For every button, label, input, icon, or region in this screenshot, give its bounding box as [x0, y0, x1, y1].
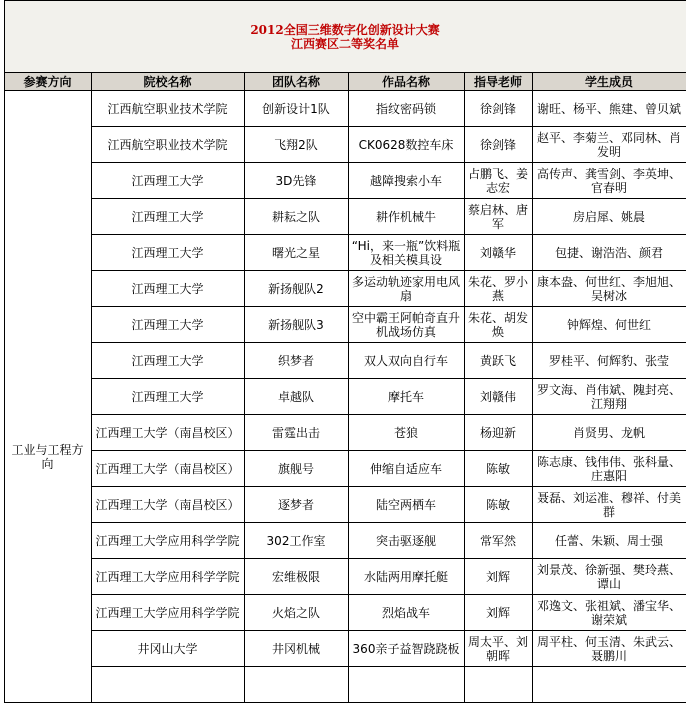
cell-work[interactable]: 360亲子益智跷跷板 — [348, 631, 464, 667]
cell-advisor[interactable]: 朱花、罗小燕 — [464, 271, 532, 307]
cell-advisor[interactable]: 刘赣华 — [464, 235, 532, 271]
cell-members[interactable]: 聂磊、刘运准、穆祥、付美群 — [532, 487, 686, 523]
cell-work[interactable]: 耕作机械牛 — [348, 199, 464, 235]
cell-members[interactable]: 邓逸文、张祖斌、潘宝华、谢荣斌 — [532, 595, 686, 631]
cell-advisor[interactable]: 刘赣伟 — [464, 379, 532, 415]
row-gutter — [0, 127, 4, 163]
cell-work[interactable]: 陆空两栖车 — [348, 487, 464, 523]
table-row — [0, 487, 686, 523]
cell-team[interactable]: 创新设计1队 — [244, 91, 348, 127]
empty-cell[interactable] — [244, 667, 348, 703]
page-title[interactable] — [4, 1, 686, 73]
cell-school[interactable]: 江西理工大学（南昌校区） — [91, 451, 244, 487]
empty-cell[interactable] — [532, 667, 686, 703]
cell-advisor[interactable]: 陈敏 — [464, 451, 532, 487]
table-row — [0, 631, 686, 667]
cell-school[interactable]: 江西理工大学 — [91, 379, 244, 415]
cell-members[interactable]: 谢旺、杨平、熊建、曾贝斌 — [532, 91, 686, 127]
cell-school[interactable]: 江西理工大学应用科学学院 — [91, 559, 244, 595]
cell-team[interactable]: 织梦者 — [244, 343, 348, 379]
row-gutter — [0, 199, 4, 235]
cell-advisor[interactable]: 朱花、胡发焕 — [464, 307, 532, 343]
table-row — [0, 559, 686, 595]
table-row — [0, 163, 686, 199]
table-row — [0, 343, 686, 379]
row-gutter — [0, 631, 4, 667]
cell-school[interactable]: 江西理工大学 — [91, 235, 244, 271]
cell-work[interactable]: 苍狼 — [348, 415, 464, 451]
row-gutter — [0, 523, 4, 559]
row-gutter — [0, 307, 4, 343]
row-gutter — [0, 667, 4, 703]
cell-team[interactable]: 卓越队 — [244, 379, 348, 415]
cell-team[interactable]: 飞翔2队 — [244, 127, 348, 163]
cell-work[interactable]: 水陆两用摩托艇 — [348, 559, 464, 595]
cell-team[interactable]: 新扬舰队3 — [244, 307, 348, 343]
cell-advisor[interactable]: 杨迎新 — [464, 415, 532, 451]
header-work[interactable]: 作品名称 — [348, 73, 464, 91]
cell-team[interactable]: 曙光之星 — [244, 235, 348, 271]
cell-team[interactable]: 302工作室 — [244, 523, 348, 559]
table-row — [0, 379, 686, 415]
cell-school[interactable]: 江西理工大学应用科学学院 — [91, 595, 244, 631]
cell-work[interactable]: 突击驱逐舰 — [348, 523, 464, 559]
row-gutter — [0, 343, 4, 379]
header-team[interactable]: 团队名称 — [244, 73, 348, 91]
cell-school[interactable]: 江西理工大学 — [91, 199, 244, 235]
title-line-2: 江西赛区二等奖名单 — [291, 36, 400, 51]
table-row — [0, 451, 686, 487]
cell-work[interactable]: 多运动轨迹家用电风扇 — [348, 271, 464, 307]
table-row — [0, 307, 686, 343]
cell-work[interactable]: CK0628数控车床 — [348, 127, 464, 163]
cell-advisor[interactable]: 周太平、刘朝晖 — [464, 631, 532, 667]
cell-members[interactable]: 周平柱、何玉清、朱武云、聂鹏川 — [532, 631, 686, 667]
cell-members[interactable]: 肖贤男、龙帆 — [532, 415, 686, 451]
cell-members[interactable]: 任蕾、朱颖、周士强 — [532, 523, 686, 559]
cell-team[interactable]: 旗舰号 — [244, 451, 348, 487]
cell-members[interactable]: 房启犀、姚晨 — [532, 199, 686, 235]
row-gutter — [0, 487, 4, 523]
cell-members[interactable]: 赵平、李菊兰、邓同林、肖发明 — [532, 127, 686, 163]
row-gutter — [0, 559, 4, 595]
cell-work[interactable]: 伸缩自适应车 — [348, 451, 464, 487]
header-advisor[interactable]: 指导老师 — [464, 73, 532, 91]
empty-cell[interactable] — [464, 667, 532, 703]
cell-school[interactable]: 江西理工大学 — [91, 343, 244, 379]
cell-school[interactable]: 江西航空职业技术学院 — [91, 127, 244, 163]
cell-school[interactable]: 井冈山大学 — [91, 631, 244, 667]
table-row — [0, 127, 686, 163]
cell-team[interactable]: 井冈机械 — [244, 631, 348, 667]
cell-members[interactable]: 陈志康、钱伟伟、张科量、庄惠阳 — [532, 451, 686, 487]
cell-team[interactable]: 宏维极限 — [244, 559, 348, 595]
cell-advisor[interactable]: 占鹏飞、姜志宏 — [464, 163, 532, 199]
row-gutter — [0, 595, 4, 631]
cell-work[interactable]: 摩托车 — [348, 379, 464, 415]
row-gutter — [0, 235, 4, 271]
cell-school[interactable]: 江西理工大学 — [91, 271, 244, 307]
cell-members[interactable]: 康本盎、何世红、李旭旭、吴树冰 — [532, 271, 686, 307]
table-row — [0, 595, 686, 631]
cell-work[interactable]: “Hi，来一瓶”饮料瓶及相关模具设 — [348, 235, 464, 271]
table-row — [0, 91, 686, 127]
row-gutter — [0, 451, 4, 487]
cell-advisor[interactable]: 徐剑锋 — [464, 127, 532, 163]
table-body — [0, 91, 686, 703]
cell-advisor[interactable]: 蔡启林、唐军 — [464, 199, 532, 235]
cell-school[interactable]: 江西航空职业技术学院 — [91, 91, 244, 127]
row-gutter — [0, 163, 4, 199]
cell-school[interactable]: 江西理工大学 — [91, 163, 244, 199]
table-row — [0, 271, 686, 307]
cell-school[interactable]: 江西理工大学应用科学学院 — [91, 523, 244, 559]
cell-members[interactable]: 罗桂平、何辉豹、张莹 — [532, 343, 686, 379]
cell-work[interactable]: 指纹密码锁 — [348, 91, 464, 127]
cell-team[interactable]: 3D先锋 — [244, 163, 348, 199]
table-row — [0, 199, 686, 235]
row-gutter — [0, 379, 4, 415]
cell-work[interactable]: 空中霸王阿帕奇直升机战场仿真 — [348, 307, 464, 343]
cell-work[interactable]: 双人双向自行车 — [348, 343, 464, 379]
empty-cell[interactable] — [91, 667, 244, 703]
row-gutter — [0, 415, 4, 451]
header-school[interactable]: 院校名称 — [91, 73, 244, 91]
table-row — [0, 667, 686, 703]
cell-advisor[interactable]: 陈敏 — [464, 487, 532, 523]
cell-advisor[interactable]: 黄跃飞 — [464, 343, 532, 379]
category-cell[interactable]: 工业与工程方向 — [4, 91, 91, 703]
cell-members[interactable]: 刘景茂、徐新强、樊玲燕、谭山 — [532, 559, 686, 595]
cell-members[interactable]: 高传声、龚雪剑、李英坤、官春明 — [532, 163, 686, 199]
cell-team[interactable]: 火焰之队 — [244, 595, 348, 631]
cell-advisor[interactable]: 刘辉 — [464, 595, 532, 631]
cell-team[interactable]: 逐梦者 — [244, 487, 348, 523]
row-gutter — [0, 271, 4, 307]
cell-work[interactable]: 烈焰战车 — [348, 595, 464, 631]
cell-members[interactable]: 包捷、谢浩浩、颜君 — [532, 235, 686, 271]
cell-advisor[interactable]: 徐剑锋 — [464, 91, 532, 127]
table-row — [0, 235, 686, 271]
cell-advisor[interactable]: 常军然 — [464, 523, 532, 559]
header-members[interactable]: 学生成员 — [532, 73, 686, 91]
cell-school[interactable]: 江西理工大学（南昌校区） — [91, 487, 244, 523]
cell-school[interactable]: 江西理工大学（南昌校区） — [91, 415, 244, 451]
header-row — [0, 73, 686, 91]
empty-cell[interactable] — [348, 667, 464, 703]
cell-work[interactable]: 越障搜索小车 — [348, 163, 464, 199]
cell-members[interactable]: 钟辉煌、何世红 — [532, 307, 686, 343]
cell-team[interactable]: 雷霆出击 — [244, 415, 348, 451]
header-category[interactable]: 参赛方向 — [4, 73, 91, 91]
cell-advisor[interactable]: 刘辉 — [464, 559, 532, 595]
table-row — [0, 523, 686, 559]
table-row — [0, 415, 686, 451]
cell-school[interactable]: 江西理工大学 — [91, 307, 244, 343]
title-line-1: 2012全国三维数字化创新设计大赛 — [250, 22, 440, 37]
cell-team[interactable]: 耕耘之队 — [244, 199, 348, 235]
cell-members[interactable]: 罗文海、肖伟斌、隗封亮、江翔翔 — [532, 379, 686, 415]
cell-team[interactable]: 新扬舰队2 — [244, 271, 348, 307]
